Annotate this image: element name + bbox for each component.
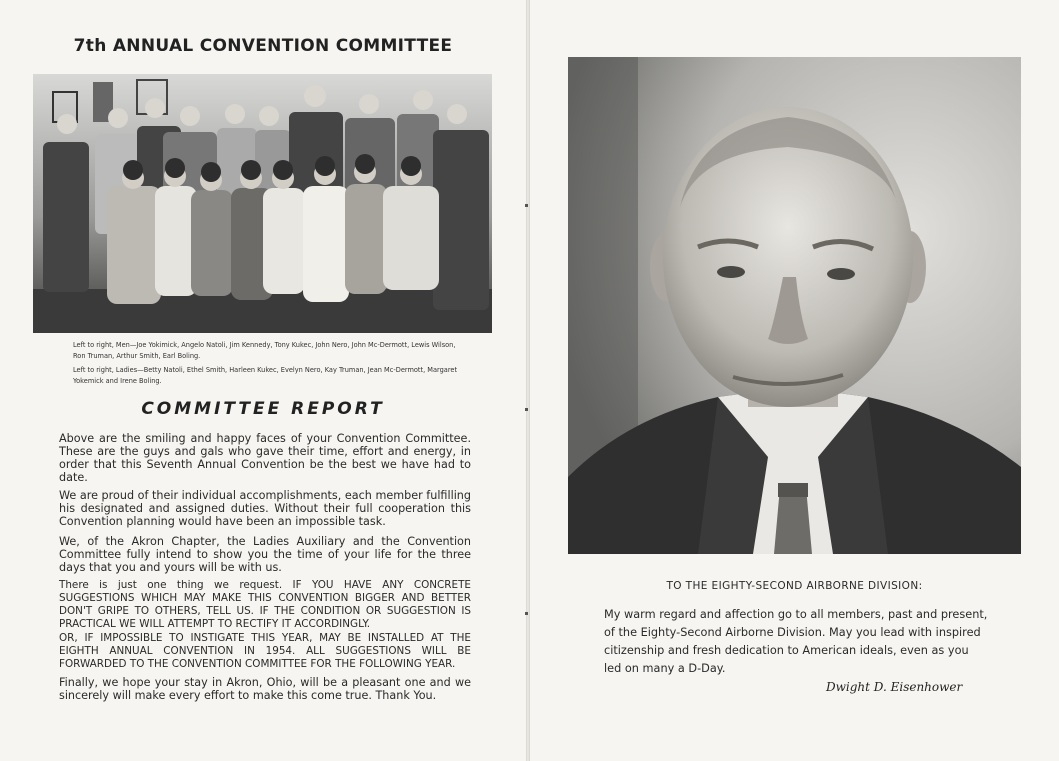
report-heading: COMMITTEE REPORT <box>141 399 385 419</box>
report-paragraph: We, of the Akron Chapter, the Ladies Auxiliary and the Convention Committee fully intend to show you the time of your life for the three days that you and yours will be with us. <box>59 535 471 574</box>
report-paragraph: Above are the smiling and happy faces of your Convention Committee. These are the guys and gals who gave their time, effort and energy, in order that this Seventh Annual Convention be the best we have had to date. <box>59 432 471 484</box>
caption-men: Left to right, Men—Joe Yokimick, Angelo Natoli, Jim Kennedy, Tony Kukec, John Nero, John Mc-Dermott, Lewis Wilson, Ron Truman, Arthur Smith, Earl Boling. <box>73 341 456 360</box>
report-paragraph: Finally, we hope your stay in Akron, Ohio, will be a pleasant one and we sincerely will make every effort to make this come true. Thank You. <box>59 676 471 702</box>
fold-mark <box>525 204 528 207</box>
fold-mark <box>525 612 528 615</box>
eisenhower-portrait <box>568 57 1021 554</box>
page-title: 7th ANNUAL CONVENTION COMMITTEE <box>73 36 453 56</box>
caption-ladies: Left to right, Ladies—Betty Natoli, Ethel Smith, Harleen Kukec, Evelyn Nero, Kay Truman, Jean Mc-Dermott, Margaret Yokemick and Irene Boling. <box>73 366 458 385</box>
report-paragraph: There is just one thing we request. IF YOU HAVE ANY CONCRETE SUGGESTIONS WHICH MAY MAKE THIS CONVENTION BIGGER AND BETTER DON'T GRIPE TO OTHERS, TELL US. IF THE CONDITION OR SUGGESTION IS PRACTICAL WE WILL ATTEMPT TO RECTIFY IT ACCORDINGLY. <box>59 579 471 630</box>
signature: Dwight D. Eisenhower <box>826 680 963 694</box>
letter-heading: TO THE EIGHTY-SECOND AIRBORNE DIVISION: <box>666 580 923 592</box>
report-paragraph: OR, IF IMPOSSIBLE TO INSTIGATE THIS YEAR, MAY BE INSTALLED AT THE EIGHTH ANNUAL CONVENTION IN 1954. ALL SUGGESTIONS WILL BE FORWARDED TO THE CONVENTION COMMITTEE FOR THE FOLLOWING YEAR. <box>59 632 471 670</box>
report-paragraph: We are proud of their individual accomplishments, each member fulfilling his designated and assigned duties. Without their full cooperation this Convention planning would have been an impossible task. <box>59 489 471 528</box>
committee-group-photo <box>33 74 492 333</box>
letter-body: My warm regard and affection go to all members, past and present, of the Eighty-Second Airborne Division. May you lead with inspired citizenship and fresh dedication to American ideals, even as you led on many a D-Day. <box>604 608 988 675</box>
